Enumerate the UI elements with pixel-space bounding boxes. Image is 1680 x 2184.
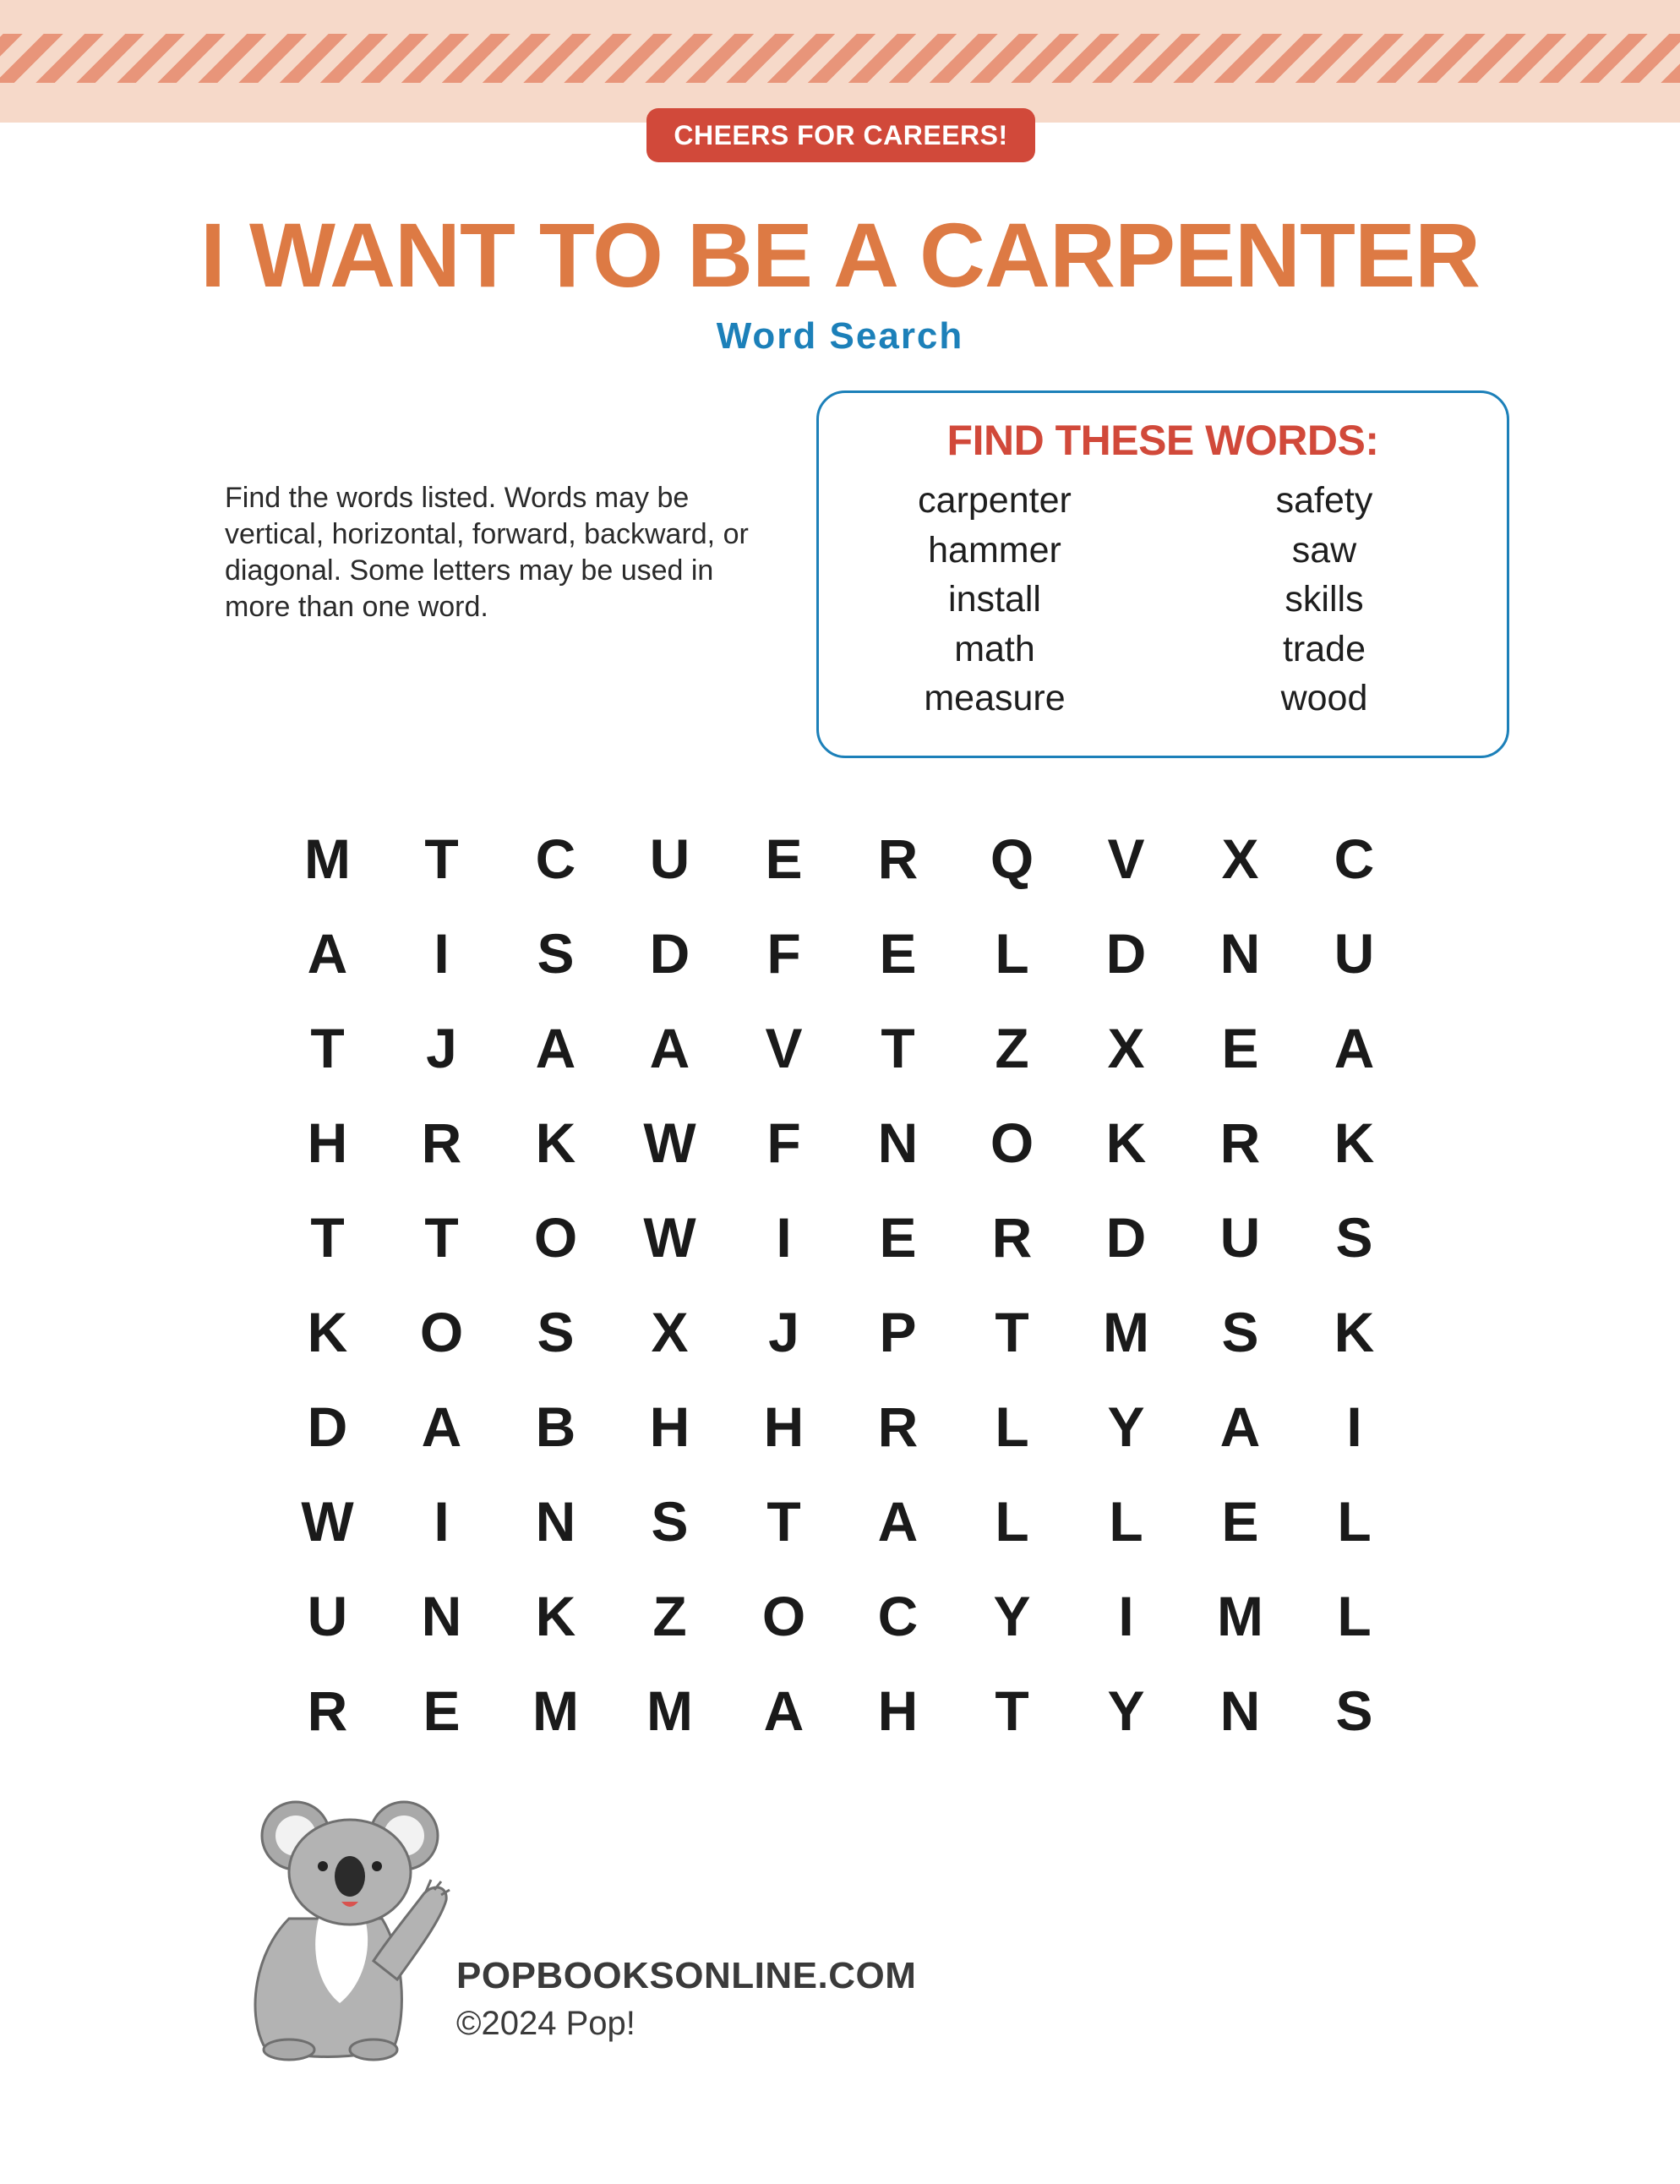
grid-letter: O <box>419 1301 464 1363</box>
grid-letter: T <box>310 1017 345 1079</box>
grid-letter: A <box>763 1679 805 1742</box>
grid-letter: J <box>426 1017 457 1079</box>
grid-letter: A <box>535 1017 576 1079</box>
grid-letter: I <box>1118 1585 1134 1647</box>
grid-letter: U <box>307 1585 348 1647</box>
word-item: install <box>948 579 1041 620</box>
grid-letter: H <box>763 1395 805 1458</box>
grid-letter: T <box>881 1017 915 1079</box>
grid-letter: F <box>766 1111 801 1174</box>
word-list-box <box>816 390 1509 758</box>
page-title: I WANT TO BE A CARPENTER <box>199 204 1481 306</box>
grid-letter: A <box>1334 1017 1375 1079</box>
grid-letter: E <box>1221 1490 1259 1553</box>
grid-letter: J <box>768 1301 799 1363</box>
word-item: wood <box>1280 678 1368 718</box>
instructions-text: Find the words listed. Words may be vertical, horizontal, forward, backward, or diagonal. Some letters may be used in more than one word. <box>225 482 749 623</box>
grid-letter: B <box>535 1395 576 1458</box>
grid-letter: R <box>877 827 919 890</box>
grid-letter: E <box>879 922 917 985</box>
top-stripe-pattern <box>0 34 1680 83</box>
grid-letter: D <box>307 1395 348 1458</box>
grid-letter: Y <box>993 1585 1031 1647</box>
grid-letter: R <box>421 1111 462 1174</box>
grid-letter: C <box>1334 827 1375 890</box>
grid-letter: I <box>434 922 450 985</box>
grid-letter: N <box>421 1585 462 1647</box>
grid-letter: T <box>995 1679 1029 1742</box>
word-item: trade <box>1282 628 1366 669</box>
page-subtitle: Word Search <box>716 315 964 357</box>
grid-letter: L <box>1337 1585 1372 1647</box>
copyright-text: ©2024 Pop! <box>456 2005 635 2042</box>
grid-letter: T <box>424 1206 459 1269</box>
grid-letter: X <box>1221 827 1259 890</box>
grid-letter: I <box>1346 1395 1362 1458</box>
word-item: safety <box>1275 480 1373 521</box>
grid-letter: M <box>1217 1585 1263 1647</box>
grid-letter: C <box>535 827 576 890</box>
grid-letter: Z <box>652 1585 687 1647</box>
grid-letter: K <box>535 1111 576 1174</box>
series-badge: CHEERS FOR CAREERS! <box>646 108 1035 162</box>
grid-letter: R <box>991 1206 1033 1269</box>
grid-letter: M <box>304 827 351 890</box>
grid-letter: T <box>424 827 459 890</box>
grid-letter: A <box>1219 1395 1261 1458</box>
grid-letter: H <box>877 1679 919 1742</box>
grid-letter: C <box>877 1585 919 1647</box>
grid-letter: M <box>532 1679 579 1742</box>
word-item: math <box>954 628 1035 669</box>
grid-letter: X <box>651 1301 689 1363</box>
grid-letter: K <box>535 1585 576 1647</box>
grid-letter: E <box>423 1679 461 1742</box>
grid-letter: I <box>776 1206 792 1269</box>
grid-letter: L <box>1109 1490 1143 1553</box>
grid-letter: S <box>537 922 575 985</box>
word-item: carpenter <box>918 480 1072 521</box>
grid-letter: P <box>879 1301 917 1363</box>
grid-letter: N <box>1219 922 1261 985</box>
grid-letter: Y <box>1107 1395 1145 1458</box>
grid-letter: A <box>649 1017 690 1079</box>
grid-letter: S <box>1221 1301 1259 1363</box>
grid-letter: E <box>879 1206 917 1269</box>
grid-letter: M <box>646 1679 693 1742</box>
grid-letter: A <box>307 922 348 985</box>
word-item: measure <box>924 678 1066 718</box>
grid-letter: L <box>995 1490 1029 1553</box>
grid-letter: E <box>765 827 803 890</box>
grid-letter: I <box>434 1490 450 1553</box>
word-list-right-column <box>1172 476 1476 723</box>
grid-letter: F <box>766 922 801 985</box>
grid-letter: M <box>1103 1301 1149 1363</box>
grid-letter: W <box>643 1206 696 1269</box>
grid-letter: U <box>649 827 690 890</box>
grid-letter: W <box>643 1111 696 1174</box>
grid-letter: X <box>1107 1017 1145 1079</box>
grid-letter: O <box>761 1585 806 1647</box>
grid-letter: N <box>535 1490 576 1553</box>
koala-icon <box>238 1792 466 2062</box>
grid-letter: R <box>307 1679 348 1742</box>
grid-letter: V <box>1107 827 1145 890</box>
grid-letter: R <box>1219 1111 1261 1174</box>
grid-letter: H <box>307 1111 348 1174</box>
grid-letter: S <box>537 1301 575 1363</box>
grid-letter: N <box>877 1111 919 1174</box>
grid-letter: A <box>421 1395 462 1458</box>
grid-letter: U <box>1219 1206 1261 1269</box>
word-item: hammer <box>928 529 1061 571</box>
website-link[interactable]: POPBOOKSONLINE.COM <box>456 1955 917 1996</box>
grid-letter: T <box>995 1301 1029 1363</box>
grid-letter: Q <box>990 827 1034 890</box>
grid-letter: Y <box>1107 1679 1145 1742</box>
grid-letter: S <box>1335 1206 1373 1269</box>
grid-letter: N <box>1219 1679 1261 1742</box>
grid-letter: K <box>1334 1301 1375 1363</box>
grid-letter: H <box>649 1395 690 1458</box>
word-list-left-column <box>843 476 1147 723</box>
word-search-grid <box>270 811 1411 1758</box>
grid-letter: W <box>301 1490 354 1553</box>
grid-letter: K <box>307 1301 348 1363</box>
grid-letter: L <box>995 1395 1029 1458</box>
word-list-title: FIND THESE WORDS: <box>946 417 1379 464</box>
grid-letter: L <box>1337 1490 1372 1553</box>
grid-letter: S <box>1335 1679 1373 1742</box>
grid-letter: T <box>766 1490 801 1553</box>
grid-letter: S <box>651 1490 689 1553</box>
word-item: skills <box>1285 579 1364 620</box>
grid-letter: U <box>1334 922 1375 985</box>
grid-letter: E <box>1221 1017 1259 1079</box>
grid-letter: R <box>877 1395 919 1458</box>
grid-letter: Z <box>995 1017 1029 1079</box>
grid-letter: D <box>1105 1206 1147 1269</box>
grid-letter: A <box>877 1490 919 1553</box>
grid-letter: K <box>1334 1111 1375 1174</box>
grid-letter: D <box>649 922 690 985</box>
grid-letter: V <box>765 1017 803 1079</box>
grid-letter: K <box>1105 1111 1147 1174</box>
grid-letter: T <box>310 1206 345 1269</box>
grid-letter: L <box>995 922 1029 985</box>
grid-letter: D <box>1105 922 1147 985</box>
grid-letter: O <box>990 1111 1034 1174</box>
word-item: saw <box>1291 529 1357 571</box>
grid-letter: O <box>533 1206 578 1269</box>
